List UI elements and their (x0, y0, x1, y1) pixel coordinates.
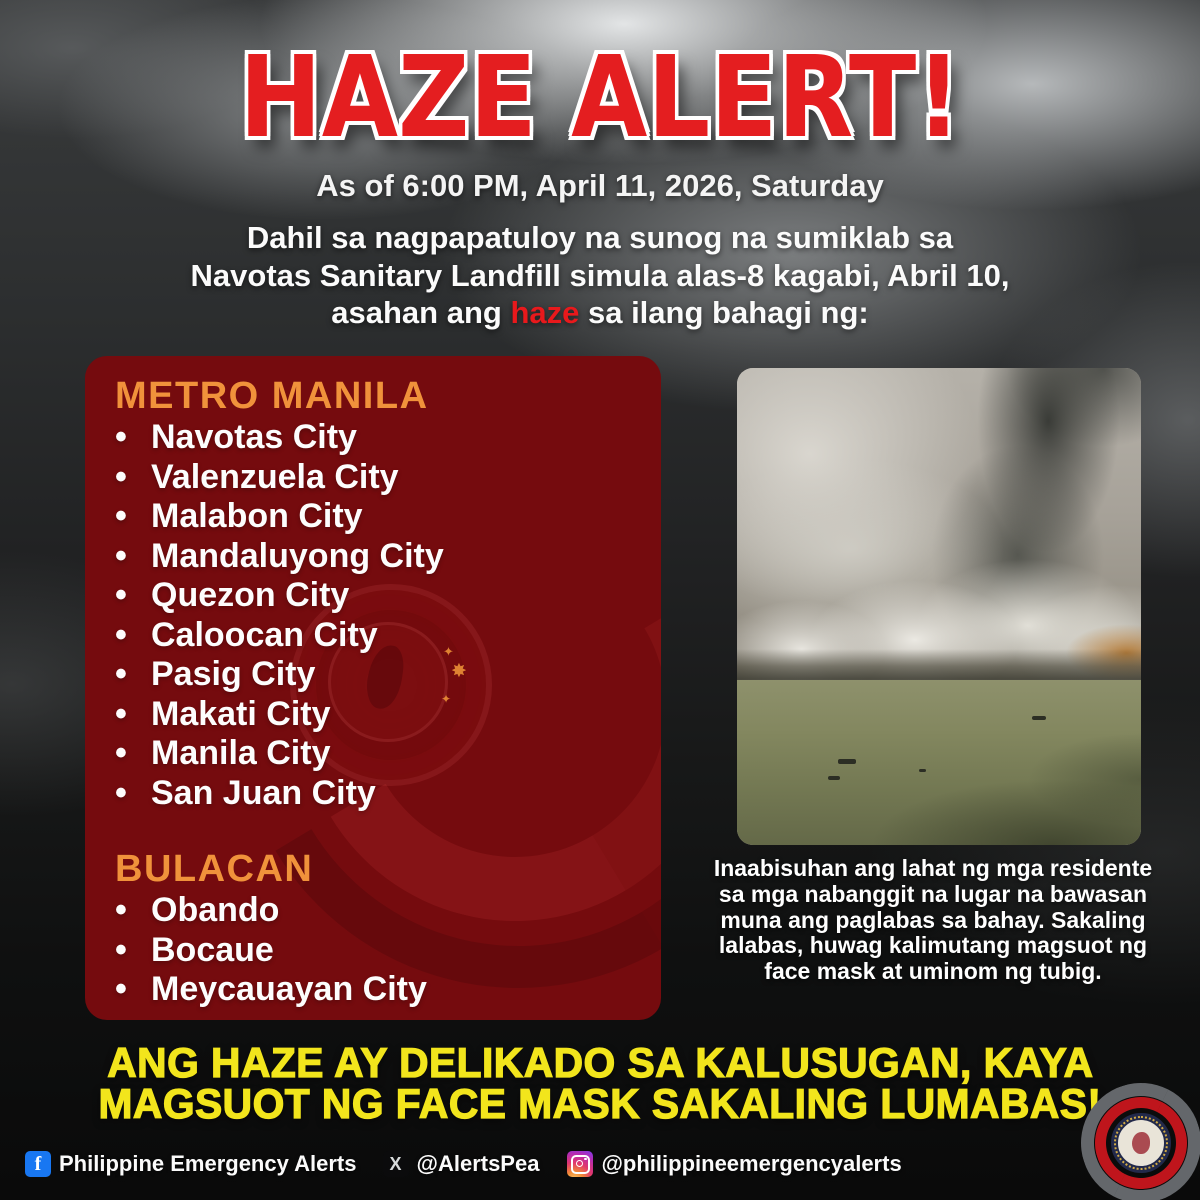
health-warning-line-1: ANG HAZE AY DELIKADO SA KALUSUGAN, KAYA (106, 1039, 1094, 1086)
bullet-icon: • (115, 694, 127, 733)
region-lists (115, 376, 631, 1010)
city-list-item (115, 458, 631, 498)
region-title: METRO MANILA (115, 375, 429, 417)
city-name: San Juan City (151, 773, 376, 812)
star-icon: ✸ (451, 661, 467, 682)
city-name: Makati City (151, 694, 331, 733)
city-list-item (115, 695, 631, 735)
bullet-icon: • (115, 615, 127, 654)
bullet-icon: • (115, 418, 127, 456)
intro-paragraph (40, 219, 1160, 332)
boat (838, 759, 856, 764)
facebook-icon: f (25, 1151, 51, 1177)
bullet-icon: • (115, 891, 127, 929)
boat (919, 769, 926, 772)
region-section (115, 849, 631, 1010)
bullet-icon: • (115, 576, 127, 614)
city-list-item (115, 891, 631, 931)
city-name: Valenzuela City (151, 457, 399, 496)
intro-line-3: asahan ang (331, 295, 511, 330)
city-name: Mandaluyong City (151, 536, 444, 575)
city-list-item (115, 576, 631, 616)
instagram-handle: @philippineemergencyalerts (601, 1151, 902, 1176)
city-name: Pasig City (151, 655, 316, 693)
bullet-icon: • (115, 930, 127, 969)
x-icon: X (383, 1151, 409, 1177)
bullet-icon: • (115, 497, 127, 535)
city-list-item (115, 418, 631, 458)
bullet-icon: • (115, 734, 127, 772)
region-title: BULACAN (115, 848, 314, 890)
intro-line-1: Dahil sa nagpapatuloy na sunog na sumiklab sa (246, 220, 954, 255)
boat (828, 776, 840, 780)
intro-line-3-end: sa ilang bahagi ng: (579, 295, 869, 330)
page-title-text: HAZE ALERT! (239, 33, 961, 163)
facebook-handle: Philippine Emergency Alerts (59, 1151, 357, 1176)
footer (25, 1146, 902, 1182)
city-name: Manila City (151, 734, 331, 772)
photo-river-water (737, 680, 1141, 845)
city-name: Caloocan City (151, 615, 378, 654)
bullet-icon: • (115, 773, 127, 812)
affected-areas-panel (85, 356, 661, 1020)
city-name: Obando (151, 891, 280, 929)
city-list-item (115, 537, 631, 577)
bullet-icon: • (115, 655, 127, 693)
bullet-icon: • (115, 970, 127, 1008)
city-list-item (115, 774, 631, 814)
instagram-icon (567, 1151, 593, 1177)
city-name: Quezon City (151, 576, 350, 614)
health-warning (0, 1039, 1200, 1127)
city-name: Malabon City (151, 497, 363, 535)
city-list-item (115, 931, 631, 971)
star-icon: ✦ (443, 644, 454, 659)
city-list-item (115, 497, 631, 537)
pea-logo (1080, 1082, 1200, 1200)
fire-photo (737, 368, 1141, 845)
city-name: Meycauayan City (151, 970, 427, 1008)
health-warning-line-2: MAGSUOT NG FACE MASK SAKALING LUMABAS! (98, 1080, 1102, 1127)
boat (1032, 716, 1046, 720)
bullet-icon: • (115, 536, 127, 575)
logo-seal (1111, 1113, 1171, 1173)
region-section (115, 376, 631, 813)
city-list-item (115, 616, 631, 656)
star-icon: ✦ (441, 692, 452, 706)
haze-highlight: haze (510, 295, 580, 330)
alert-timestamp: As of 6:00 PM, April 11, 2026, Saturday (316, 168, 884, 203)
city-name: Bocaue (151, 930, 274, 969)
page-title (0, 33, 1200, 163)
city-list-item (115, 734, 631, 774)
x-handle: @AlertsPea (416, 1151, 540, 1176)
city-list-item (115, 655, 631, 695)
bullet-icon: • (115, 457, 127, 496)
city-list-item (115, 970, 631, 1010)
city-name: Navotas City (151, 418, 357, 456)
intro-line-2: Navotas Sanitary Landfill simula alas-8 kagabi, Abril 10, (190, 257, 1010, 293)
photo-caption: Inaabisuhan ang lahat ng mga residente sa mga nabanggit na lugar na bawasan muna ang paglabas sa bahay. Sakaling lalabas, huwag kalimutang magsuot ng face mask at uminom ng tubig. (713, 855, 1153, 985)
